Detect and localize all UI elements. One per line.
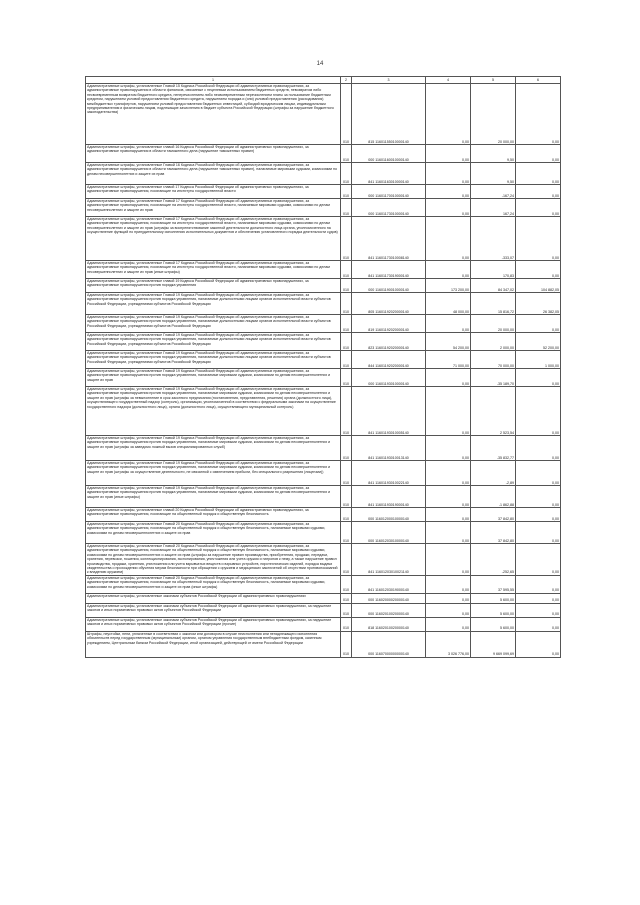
- row-value-5: -35 189,70: [471, 369, 516, 387]
- table-row: [86, 603, 561, 617]
- row-value-4: 0,00: [426, 163, 471, 185]
- row-budget-code: 000 11601170010000140: [352, 185, 426, 199]
- row-value-4: 0,00: [426, 199, 471, 217]
- row-description: Административные штрафы, установленные Главой 19 Кодекса Российской Федерации об административных правонарушениях, за административные правонарушения против порядка управления, налагаемые мировыми судьями, комиссиями по делам несовершеннолетних и защите их прав (штрафы за заведомо ложный вызов специализированных служб): [86, 436, 341, 461]
- row-value-5: 2 523,54: [471, 387, 516, 436]
- row-line-code: 010: [341, 436, 352, 461]
- row-budget-code: 841 11601163010000140: [352, 163, 426, 185]
- row-value-5: 9 669 099,69: [471, 631, 516, 657]
- row-value-4: 0,00: [426, 603, 471, 617]
- row-value-4: 0,00: [426, 84, 471, 145]
- row-line-code: 010: [341, 387, 352, 436]
- row-value-4: 0,00: [426, 593, 471, 603]
- report-table: [85, 76, 561, 658]
- row-value-5: 84 347,02: [471, 279, 516, 293]
- row-line-code: 010: [341, 486, 352, 508]
- row-value-4: 0,00: [426, 522, 471, 544]
- row-line-code: 010: [341, 544, 352, 576]
- table-row: [86, 217, 561, 261]
- row-description: Административные штрафы, установленные законами субъектов Российской Федерации об административных правонарушениях, за нарушение законов и иных нормативных правовых актов субъектов Российской Федерации: [86, 603, 341, 617]
- table-row: [86, 261, 561, 279]
- row-value-4: 0,00: [426, 387, 471, 436]
- row-value-5: 2 000,00: [471, 333, 516, 351]
- row-budget-code: 000 11602010020000140: [352, 603, 426, 617]
- table-row: [86, 199, 561, 217]
- row-value-4: 0,00: [426, 436, 471, 461]
- row-description: Административные штрафы, установленные Главой 19 Кодекса Российской Федерации об административных правонарушениях, за административные правонарушения против порядка управления, налагаемые должностными лицами органов исполнительной власти субъектов Российской Федерации, учреждениями субъектов Российской Федерации: [86, 351, 341, 369]
- row-value-4: 0,00: [426, 544, 471, 576]
- row-value-6: 0,00: [516, 575, 561, 593]
- row-value-6: 0,00: [516, 603, 561, 617]
- row-value-4: 0,00: [426, 261, 471, 279]
- row-line-code: 010: [341, 163, 352, 185]
- row-budget-code: 823 11601192020000140: [352, 333, 426, 351]
- row-value-6: 52 200,00: [516, 333, 561, 351]
- row-value-5: 20 000,00: [471, 84, 516, 145]
- row-value-6: 0,00: [516, 369, 561, 387]
- row-value-5: 5 600,00: [471, 593, 516, 603]
- table-row: [86, 631, 561, 657]
- table-row: [86, 185, 561, 199]
- row-value-4: 0,00: [426, 461, 471, 486]
- row-line-code: 010: [341, 631, 352, 657]
- table-row: [86, 486, 561, 508]
- row-value-6: 0,00: [516, 261, 561, 279]
- table-row: [86, 508, 561, 522]
- row-description: Административные штрафы, установленные Главой 20 Кодекса Российской Федерации об административных правонарушениях, за административные правонарушения, посягающие на общественный порядок и общественную безопасность, налагаемые мировыми судьями, комиссиями по делам несовершеннолетних и защите их прав (иные штрафы): [86, 575, 341, 593]
- row-budget-code: 818 11602010020000140: [352, 617, 426, 631]
- row-value-6: 0,00: [516, 486, 561, 508]
- table-row: [86, 369, 561, 387]
- row-line-code: 010: [341, 261, 352, 279]
- row-value-5: -333,07: [471, 217, 516, 261]
- row-value-5: 37 842,80: [471, 508, 516, 522]
- table-row: [86, 293, 561, 315]
- table-header-row: [86, 77, 561, 84]
- row-description: Административные штрафы, установленные Главой 17 Кодекса Российской Федерации об административных правонарушениях, за административные правонарушения, посягающие на институты государственной власти, налагаемые мировыми судьями, комиссиями по делам несовершеннолетних и защите их прав: [86, 199, 341, 217]
- row-budget-code: 841 11601203019000140: [352, 575, 426, 593]
- row-line-code: 010: [341, 145, 352, 163]
- row-value-5: 37 842,80: [471, 522, 516, 544]
- row-value-5: 37 595,55: [471, 575, 516, 593]
- row-value-4: 0,00: [426, 575, 471, 593]
- row-value-5: 5 600,00: [471, 603, 516, 617]
- row-value-4: 0,00: [426, 145, 471, 163]
- row-value-4: 48 000,00: [426, 293, 471, 315]
- row-description: Административные штрафы, установленные Главой 16 Кодекса Российской Федерации об административных правонарушениях, за административные правонарушения в области таможенного дела (нарушение таможенных правил), налагаемые мировыми судьями, комиссиями по делам несовершеннолетних и защите их прав: [86, 163, 341, 185]
- row-budget-code: 000 11607000000000140: [352, 631, 426, 657]
- row-line-code: 010: [341, 185, 352, 199]
- table-row: [86, 163, 561, 185]
- row-description: Административные штрафы, установленные главой 19 Кодекса Российской Федерации об административных правонарушениях, за административные правонарушения против порядка управления: [86, 279, 341, 293]
- row-value-4: 0,00: [426, 486, 471, 508]
- row-value-6: 0,00: [516, 508, 561, 522]
- row-line-code: 010: [341, 617, 352, 631]
- row-description: Административные штрафы, установленные главой 16 Кодекса Российской Федерации об административных правонарушениях, за административные правонарушения в области таможенного дела (нарушение таможенных правил): [86, 145, 341, 163]
- row-value-5: 70 000,00: [471, 351, 516, 369]
- table-row: [86, 333, 561, 351]
- row-value-4: 0,00: [426, 617, 471, 631]
- row-description: Административные штрафы, установленные Главой 19 Кодекса Российской Федерации об административных правонарушениях, за административные правонарушения против порядка управления, налагаемые должностными лицами органов исполнительной власти субъектов Российской Федерации, учреждениями субъектов Российской Федерации: [86, 293, 341, 315]
- row-line-code: 010: [341, 461, 352, 486]
- row-description: Административные штрафы, установленные Главой 20 Кодекса Российской Федерации об административных правонарушениях, за административные правонарушения, посягающие на общественный порядок и общественную безопасность, налагаемые мировыми судьями, комиссиями по делам несовершеннолетних и защите их прав (штрафы за нарушение правил производства, приобретения, продажи, передачи, хранения, перевозки, ношения, коллекционирования, экспонирования, уничтожения или учета оружия и патронов к нему, а также нарушение правил производства, продажи, хранения, уничтожения или учета взрывчатых веществ и взрывных устройств, пиротехнических изделий, порядка выдачи свидетельства о прохождении обучения мерам безопасности при обращении с оружием и медицинских заключений об отсутствии противопоказаний к владению оружием): [86, 544, 341, 576]
- row-value-6: 0,00: [516, 593, 561, 603]
- header-cell-4: 4: [426, 77, 471, 84]
- row-description: Административные штрафы, установленные Главой 19 Кодекса Российской Федерации об административных правонарушениях, за административные правонарушения против порядка управления, налагаемые мировыми судьями, комиссиями по делам несовершеннолетних и защите их прав (иные штрафы): [86, 486, 341, 508]
- row-description: Административные штрафы, установленные Главой 20 Кодекса Российской Федерации об административных правонарушениях, за административные правонарушения, посягающие на общественный порядок и общественную безопасность, налагаемые мировыми судьями, комиссиями по делам несовершеннолетних и защите их прав: [86, 522, 341, 544]
- row-description: Административные штрафы, установленные Главой 19 Кодекса Российской Федерации об административных правонарушениях, за административные правонарушения против порядка управления, налагаемые должностными лицами органов исполнительной власти субъектов Российской Федерации, учреждениями субъектов Российской Федерации: [86, 333, 341, 351]
- row-description: Административные штрафы, установленные законами субъектов Российской Федерации об административных правонарушениях: [86, 593, 341, 603]
- row-value-4: 54 200,00: [426, 333, 471, 351]
- row-budget-code: 841 11601173010008140: [352, 217, 426, 261]
- row-budget-code: 841 11601193010005140: [352, 387, 426, 436]
- row-value-5: 9,50: [471, 163, 516, 185]
- row-budget-code: 841 11601193010013140: [352, 436, 426, 461]
- row-value-6: 0,00: [516, 185, 561, 199]
- row-value-4: 0,00: [426, 217, 471, 261]
- row-line-code: 010: [341, 84, 352, 145]
- row-line-code: 010: [341, 369, 352, 387]
- table-row: [86, 387, 561, 436]
- row-value-5: -252,65: [471, 544, 516, 576]
- row-budget-code: 841 11601193019000140: [352, 486, 426, 508]
- table-row: [86, 145, 561, 163]
- row-budget-code: 844 11601192020000140: [352, 351, 426, 369]
- row-description: Административные штрафы, установленные Главой 19 Кодекса Российской Федерации об административных правонарушениях, за административные правонарушения против порядка управления, налагаемые мировыми судьями, комиссиями по делам несовершеннолетних и защите их прав (штрафы за невыполнение в срок законного предписания (постановления, представления, решения) органа (должностного лица), осуществляющего государственный надзор (контроль), организации, уполномоченной в соответствии с федеральными законами на осуществление государственного надзора (должностного лица), органа (должностного лица), осуществляющего муниципальный контроль): [86, 387, 341, 436]
- row-line-code: 010: [341, 575, 352, 593]
- row-value-4: 173 200,00: [426, 279, 471, 293]
- row-description: Административные штрафы, установленные законами субъектов Российской Федерации об административных правонарушениях, за нарушение законов и иных нормативных правовых актов субъектов Российской Федерации (прочие): [86, 617, 341, 631]
- row-line-code: 010: [341, 333, 352, 351]
- row-value-5: -1 862,88: [471, 486, 516, 508]
- table-row: [86, 575, 561, 593]
- row-description: Административные штрафы, установленные Главой 19 Кодекса Российской Федерации об административных правонарушениях, за административные правонарушения против порядка управления, налагаемые мировыми судьями, комиссиями по делам несовершеннолетних и защите их прав (штрафы за осуществление деятельности, не связанной с извлечением прибыли, без специального разрешения (лицензии)): [86, 461, 341, 486]
- row-line-code: 010: [341, 508, 352, 522]
- row-line-code: 010: [341, 593, 352, 603]
- row-line-code: 010: [341, 217, 352, 261]
- row-budget-code: 000 11601190010000140: [352, 279, 426, 293]
- row-value-6: 0,00: [516, 522, 561, 544]
- row-value-6: 0,00: [516, 387, 561, 436]
- table-row: [86, 436, 561, 461]
- row-value-4: 71 000,00: [426, 351, 471, 369]
- row-value-6: 0,00: [516, 617, 561, 631]
- row-budget-code: 841 11601173019000140: [352, 261, 426, 279]
- table-row: [86, 544, 561, 576]
- row-budget-code: 000 11601203010000140: [352, 522, 426, 544]
- row-line-code: 010: [341, 199, 352, 217]
- row-value-6: 0,00: [516, 544, 561, 576]
- table-row: [86, 617, 561, 631]
- row-value-6: 104 882,05: [516, 279, 561, 293]
- row-budget-code: 841 11601203010021140: [352, 544, 426, 576]
- row-value-6: 1 000,00: [516, 351, 561, 369]
- row-description: Административные штрафы, установленные Главой 19 Кодекса Российской Федерации об административных правонарушениях, за административные правонарушения против порядка управления, налагаемые мировыми судьями, комиссиями по делам несовершеннолетних и защите их прав: [86, 369, 341, 387]
- table-row: [86, 315, 561, 333]
- row-value-6: 0,00: [516, 199, 561, 217]
- row-value-5: 20 000,00: [471, 315, 516, 333]
- row-description: Административные штрафы, установленные главой 20 Кодекса Российской Федерации об административных правонарушениях, за административные правонарушения, посягающие на общественный порядок и общественную безопасность: [86, 508, 341, 522]
- row-budget-code: 815 11601155010000140: [352, 84, 426, 145]
- row-description: Административные штрафы, установленные Главой 15 Кодекса Российской Федерации об административных правонарушениях, за административные правонарушения в области финансов, связанные с нецелевым использованием бюджетных средств, невозвратом либо несвоевременным возвратом бюджетного кредита, неперечислением либо несвоевременным перечислением платы за пользование бюджетным кредитом, нарушением условий предоставления бюджетного кредита, нарушением порядка и (или) условий предоставления (расходования) межбюджетных трансфертов, нарушением условий предоставления бюджетных инвестиций, субсидий юридическим лицам, индивидуальным предпринимателям и физическим лицам, подлежащие зачислению в бюджет субъекта Российской Федерации (штрафы за нарушение бюджетного законодательства): [86, 84, 341, 145]
- row-value-6: 0,00: [516, 84, 561, 145]
- header-cell-6: 6: [516, 77, 561, 84]
- row-value-5: 170,83: [471, 261, 516, 279]
- row-line-code: 010: [341, 351, 352, 369]
- row-budget-code: 805 11601192020000140: [352, 293, 426, 315]
- row-description: Административные штрафы, установленные Главой 17 Кодекса Российской Федерации об административных правонарушениях, за административные правонарушения, посягающие на институты государственной власти, налагаемые мировыми судьями, комиссиями по делам несовершеннолетних и защите их прав (иные штрафы): [86, 261, 341, 279]
- row-value-5: -35 832,77: [471, 436, 516, 461]
- row-value-5: 15 816,72: [471, 293, 516, 315]
- header-cell-2: 2: [341, 77, 352, 84]
- row-description: Штрафы, неустойки, пени, уплаченные в соответствии с законом или договором в случае неисполнения или ненадлежащего исполнения обязательств перед государственным (муниципальным) органом, органом управления государственным внебюджетным фондом, казенным учреждением, Центральным банком Российской Федерации, иной организацией, действующей от имени Российской Федерации: [86, 631, 341, 657]
- row-line-code: 010: [341, 522, 352, 544]
- header-cell-5: 5: [471, 77, 516, 84]
- row-value-5: -2,89: [471, 461, 516, 486]
- row-budget-code: 000 11601200010000140: [352, 508, 426, 522]
- row-value-4: 0,00: [426, 185, 471, 199]
- row-description: Административные штрафы, установленные Главой 17 Кодекса Российской Федерации об административных правонарушениях, за административные правонарушения, посягающие на институты государственной власти, налагаемые мировыми судьями, комиссиями по делам несовершеннолетних и защите их прав (штрафы за воспрепятствование законной деятельности должностного лица органа, уполномоченного на осуществление функций по принудительному исполнению исполнительных документов и обеспечению установленного порядка деятельности судов): [86, 217, 341, 261]
- row-value-4: 0,00: [426, 369, 471, 387]
- row-value-6: 0,00: [516, 315, 561, 333]
- row-line-code: 010: [341, 315, 352, 333]
- header-cell-1: 1: [86, 77, 341, 84]
- row-value-6: 0,00: [516, 145, 561, 163]
- table-row: [86, 593, 561, 603]
- row-value-4: 3 026 776,00: [426, 631, 471, 657]
- row-budget-code: 000 11602000020000140: [352, 593, 426, 603]
- row-budget-code: 000 11601160010000140: [352, 145, 426, 163]
- row-value-6: 0,00: [516, 163, 561, 185]
- row-value-4: 0,00: [426, 508, 471, 522]
- row-budget-code: 000 11601173010000140: [352, 199, 426, 217]
- table-row: [86, 279, 561, 293]
- row-value-5: 5 600,00: [471, 617, 516, 631]
- row-value-6: 0,00: [516, 436, 561, 461]
- row-line-code: 010: [341, 293, 352, 315]
- table-row: [86, 351, 561, 369]
- row-description: Административные штрафы, установленные Главой 19 Кодекса Российской Федерации об административных правонарушениях, за административные правонарушения против порядка управления, налагаемые должностными лицами органов исполнительной власти субъектов Российской Федерации, учреждениями субъектов Российской Федерации: [86, 315, 341, 333]
- header-cell-3: 3: [352, 77, 426, 84]
- page-number: 14: [316, 61, 324, 67]
- row-value-5: -167,24: [471, 185, 516, 199]
- row-value-6: 0,00: [516, 631, 561, 657]
- row-value-6: 0,00: [516, 217, 561, 261]
- row-value-6: 26 382,05: [516, 293, 561, 315]
- table-row: [86, 84, 561, 145]
- table-row: [86, 522, 561, 544]
- row-value-4: 0,00: [426, 315, 471, 333]
- row-value-5: 167,24: [471, 199, 516, 217]
- row-budget-code: 841 11601193010022140: [352, 461, 426, 486]
- row-value-5: 9,50: [471, 145, 516, 163]
- row-line-code: 010: [341, 603, 352, 617]
- row-budget-code: 819 11601192020000140: [352, 315, 426, 333]
- row-description: Административные штрафы, установленные главой 17 Кодекса Российской Федерации об административных правонарушениях, за административные правонарушения, посягающие на институты государственной власти: [86, 185, 341, 199]
- row-line-code: 010: [341, 279, 352, 293]
- row-budget-code: 000 11601193010000140: [352, 369, 426, 387]
- row-value-6: 0,00: [516, 461, 561, 486]
- table-row: [86, 461, 561, 486]
